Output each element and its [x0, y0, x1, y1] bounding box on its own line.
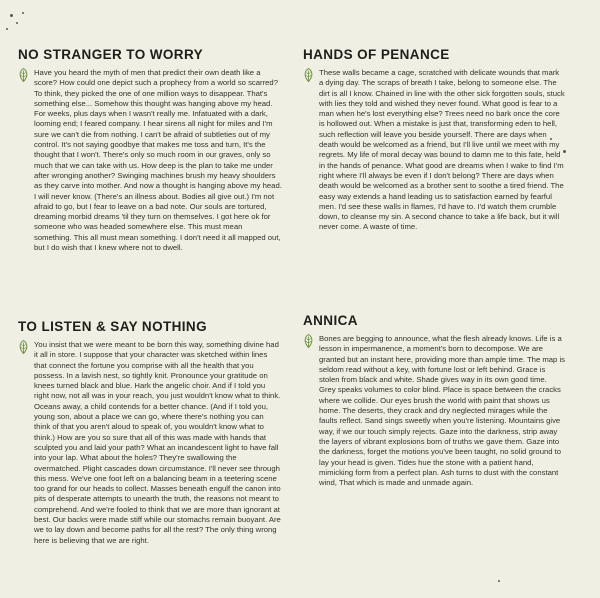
leaf-icon: [18, 340, 29, 354]
paint-speck: [10, 14, 13, 17]
lyrics-text: Bones are begging to announce, what the flesh already knows. Life is a lesson in impermanence, a moment's born to decompose. We are granted but an instant here, providing more than ample time. The map is seldom read without a key, with fortune lost or left behind. Grace is stolen from black and white. Shade gives way in its own good time. Grey speaks volumes to color blind. Place is space between the cracks where we collide. Our eyes brush the world with paint that shows us home. The deserts, they crack and dry neglected mirages while the faults reflect. Sand sings sweetly when you're listening. Mountains give way, if we our touch simply rejects. Gaze into the darkness, strip away the layers of vibrant explosions born of truths we gave them. Gaze into the darkness, forget the motions you've been taught, no solid ground to lay your head is given. Tides hue the stone with a patient hand, mimicking form from a perfect plan. Ash turns to dust with the constant wind, That which is made and unmade again.: [319, 334, 565, 488]
song-title: ANNICA: [303, 313, 358, 328]
leaf-icon: [303, 334, 314, 348]
lyrics-text: Have you heard the myth of men that predict their own death like a score? How could one depict such a prophecy from a world so scarred? To think, they picked the one of one million ways to disappear. That's something else... Somehow this thought was hanging above my head. For weeks, plus days when I wasn't really me. Infatuated with a dark, looming end; I feared company. I hear sirens all night for miles and I'm sure we can't die from nothing. I can't be afraid of subtleties out of my control. It's not saying goodbye that makes me toss and turn, It's the thought that I won't. There's only so much room in our graves, only so much that we can take with us. How deep is the plan to take me under after wronging another? Swinging machines brush my heavy shoulders as they carve into mother. And now a thought is hanging above my head. I will never know. (There's an illness about. Bodies all give out.) I'm not afraid to go, but I fear to leave on a bad note. Our souls are tortured, dreaming morbid dreams 'til they turn on themselves. I got here ok for someone who was headed somewhere else. This must mean something. This all must mean something. I don't need it all mapped out, but I do wish that I knew where not to dwell.: [34, 68, 282, 253]
song-title: NO STRANGER TO WORRY: [18, 47, 204, 62]
song-lyrics-block: [18, 340, 282, 546]
song-to-listen-and-say-nothing: [18, 319, 282, 546]
lyrics-text: You insist that we were meant to be born this way, something divine had it all in store. I suppose that your character was sketched within lines that connect the fortune you comprise with all the health that you possess. In a lavish nest, so tightly knit. Pronounce your gratitude on knees turned black and blue. Hark the angelic choir. And if I told you right now, not all was in your reach, you just wouldn't know what to think. Oceans away, a child contends for a better chance. (And if I told you, young son, about a place we can go, where there's nothing you can think of that you aren't aloud to speak of, you wouldn't know what to think.) How are you so sure that all of this was made with hands that sculpted you and laid your path? What an incandescent light to have fall into your lap. What about the holes? They're swallowing the overmatched. Plight cascades down circumstance. I'll never see through this mess. We've one foot left on a balancing beam in a teetering scene too grand for our heads to collect. Masses beneath engulf the canon into pits of desperate attempts to unearth the truth, the reasons not meant to comprehend. And we're fooled to think that we are more than ignorant at best. Our backs were made stiff while our stomachs remain buoyant. Are we to lay down and become paths for all the rest? The only thing wrong here is believing that we are right.: [34, 340, 281, 545]
song-annica: [303, 313, 565, 488]
song-no-stranger-to-worry: [18, 47, 282, 253]
song-lyrics-block: [303, 334, 565, 488]
paint-speck: [22, 12, 24, 14]
leaf-icon: [303, 68, 314, 82]
lyrics-text: These walls became a cage, scratched with delicate wounds that mark a dying day. The scraps of breath I take, belong to someone else. The dirt is all I know. Chained in line with the other sick forgotten souls, stuck with lies they told and wished they never found. What good is fear to a man when he's lost everything else? Trees need no bark once the core is hollowed out. When a mistake is just that, transforming eden to hell, such reflection will leave you beside yourself. There are days when death would be welcomed as a friend, but I'll live until we meet with my regrets. My life of moral decay was bound to damn me to this fate, held in the hands of penance. What good are dreams when I wake to find I'm right where I'll always be even if I don't belong? There are days when death would be welcomed as a brother sent to soothe a tired friend. The easy way extends a hand leading us to satisfaction earned by fearful men. I'd see these walls in flames, I'd have to. I'd watch them crumble down, to cleanse my sin. A second chance to take a life back, but it will never come. A waste of time.: [319, 68, 565, 232]
song-lyrics-block: [303, 68, 565, 233]
paint-speck: [16, 22, 18, 24]
song-lyrics-block: [18, 68, 282, 253]
paint-speck: [6, 28, 8, 30]
song-title: HANDS OF PENANCE: [303, 47, 450, 62]
song-hands-of-penance: [303, 47, 565, 233]
leaf-icon: [18, 68, 29, 82]
song-title: TO LISTEN & SAY NOTHING: [18, 319, 207, 334]
paint-speck: [498, 580, 500, 582]
